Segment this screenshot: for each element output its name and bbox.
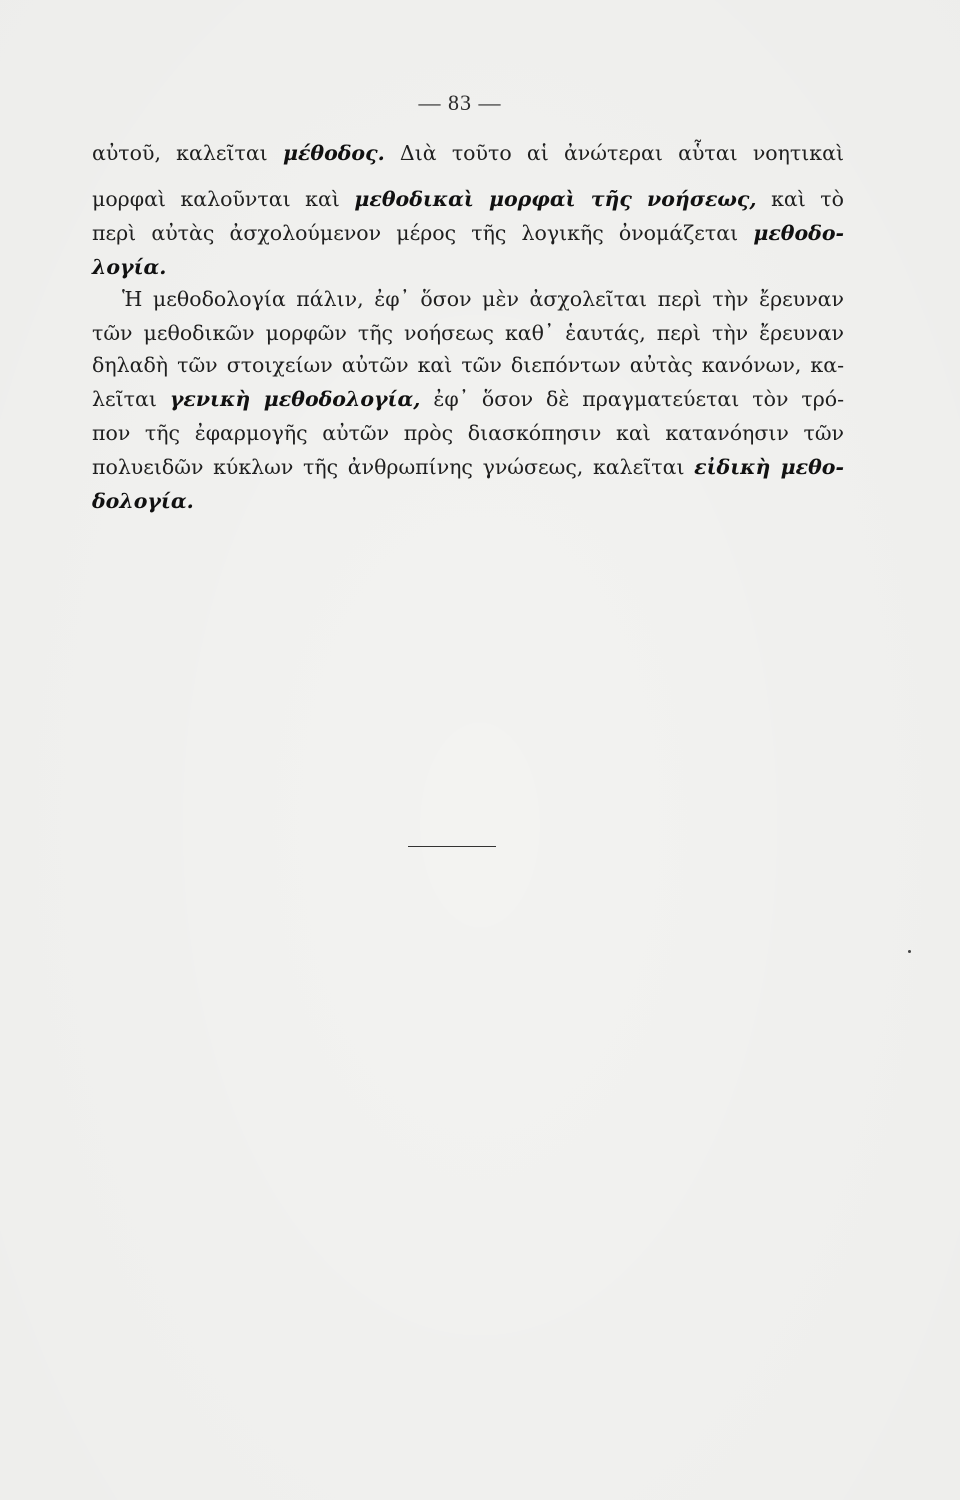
text-line-8 — [92, 382, 844, 416]
bold-term: εἰδικὴ μεθο- — [694, 455, 844, 479]
text-span: δηλαδὴ τῶν στοιχείων αὐτῶν καὶ τῶν διεπόντων αὐτὰς κανόνων, κα- — [92, 353, 844, 377]
page-number: — 83 — — [418, 90, 502, 115]
text-span: περὶ αὐτὰς ἀσχολούμενον μέρος τῆς λογικῆς ὀνομάζεται — [92, 221, 754, 245]
bold-term: γενικὴ μεθοδολογία, — [169, 387, 421, 411]
text-span: ἐφ᾽ ὅσον δὲ πραγματεύεται τὸν τρό- — [420, 387, 845, 411]
paper-speck — [908, 950, 911, 953]
text-line-2 — [92, 182, 844, 216]
text-line-6 — [92, 316, 844, 350]
text-line-1 — [92, 136, 844, 170]
text-line-9 — [92, 416, 844, 450]
text-line-11 — [92, 484, 844, 518]
text-span: τῶν μεθοδικῶν μορφῶν τῆς νοήσεως καθ᾽ ἑαυτάς, περὶ τὴν ἔρευναν — [92, 321, 844, 345]
text-line-3 — [92, 216, 844, 250]
text-line-7 — [92, 348, 844, 382]
bold-term: μέθοδος. — [282, 141, 385, 165]
section-divider — [408, 846, 496, 847]
text-span: πον τῆς ἐφαρμογῆς αὐτῶν πρὸς διασκόπησιν καὶ κατανόησιν τῶν — [92, 421, 844, 445]
text-line-5 — [122, 282, 844, 316]
bold-term: λογία. — [92, 255, 167, 279]
text-span: καὶ τὸ — [756, 187, 844, 211]
text-span: Διὰ τοῦτο αἱ ἀνώτεραι αὗται νοητικαὶ — [384, 141, 844, 165]
text-span: μορφαὶ καλοῦνται καὶ — [92, 187, 355, 211]
bold-term: μεθοδο- — [753, 221, 844, 245]
bold-term: μεθοδικαὶ μορφαὶ τῆς νοήσεως, — [354, 187, 757, 211]
text-span: πολυειδῶν κύκλων τῆς ἀνθρωπίνης γνώσεως, καλεῖται — [92, 455, 695, 479]
text-span: Ἡ μεθοδολογία πάλιν, ἐφ᾽ ὅσον μὲν ἀσχολεῖται περὶ τὴν ἔρευναν — [122, 287, 844, 311]
text-span: λεῖται — [92, 387, 170, 411]
text-span: αὐτοῦ, καλεῖται — [92, 141, 283, 165]
text-line-10 — [92, 450, 844, 484]
bold-term: δολογία. — [92, 489, 194, 513]
text-line-4 — [92, 250, 844, 284]
